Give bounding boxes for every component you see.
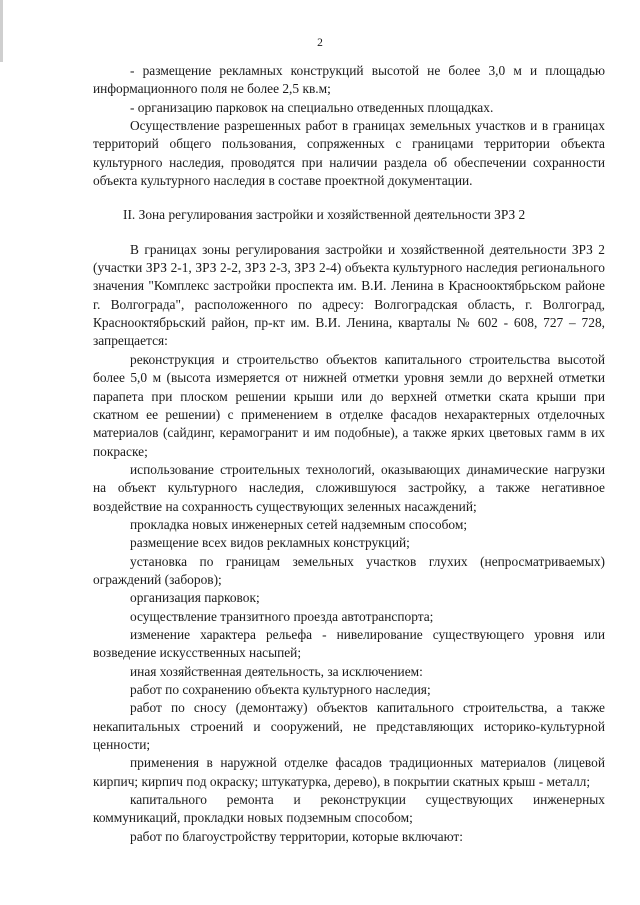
list-item-advertising: размещение всех видов рекламных конструкций; <box>130 535 410 551</box>
list-item-technologies: использование строительных технологий, оказывающих динамические нагрузки на объект культурного наследия, сложившуюся застройку, а также негативное воздействие на сохранность существующих зеленных насаждений; <box>93 461 605 514</box>
list-item-demolition: работ по сносу (демонтажу) объектов капитального строительства, а также некапитальных строений и сооружений, не представляющих историко-культурной ценности; <box>93 700 605 753</box>
paragraph-zone-intro: В границах зоны регулирования застройки и хозяйственной деятельности ЗРЗ 2 (участки ЗРЗ 2-1, ЗРЗ 2-2, ЗРЗ 2-3, ЗРЗ 2-4) объекта культурного наследия регионального значения "Комплекс застройки проспекта им. В.И. Ленина в Краснооктябрьском районе г. Волгограда", расположенного по адресу: Волгоградская область, г. Волгоград, Краснооктябрьский район, пр-кт им. В.И. Ленина, кварталы № 602 - 608, 727 – 728, запрещается: <box>93 241 605 349</box>
paragraph-parking-areas: - организацию парковок на специально отведенных площадках. <box>130 99 494 115</box>
list-item-facade-materials: применения в наружной отделке фасадов традиционных материалов (лицевой кирпич; кирпич под окраску; штукатурка, дерево), в покрытии скатных крыш - металл; <box>93 755 605 789</box>
list-item-construction: реконструкция и строительство объектов капитального строительства высотой более 5,0 м (высота измеряется от нижней отметки уровня земли до верхней отметки парапета при плоском решении крыши или до верхней отметки ската крыши при скатном ее решении) с применением в отделке фасадов нехарактерных отделочных материалов (сайдинг, керамогранит и им подобные), а также ярких цветовых гамм в их покраске; <box>93 351 605 459</box>
list-item-overhead-networks: прокладка новых инженерных сетей надземным способом; <box>130 516 468 532</box>
list-item-fences: установка по границам земельных участков глухих (непросматриваемых) ограждений (заборов); <box>93 553 605 587</box>
paragraph-ad-structures: - размещение рекламных конструкций высотой не более 3,0 м и площадью информационного поля не более 2,5 кв.м; <box>93 63 605 97</box>
list-item-other-activity: иная хозяйственная деятельность, за исключением: <box>130 663 423 679</box>
section-heading-zrz2: II. Зона регулирования застройки и хозяйственной деятельности ЗРЗ 2 <box>123 207 526 223</box>
scan-edge-mark <box>0 0 3 62</box>
list-item-preservation: работ по сохранению объекта культурного наследия; <box>130 682 431 697</box>
paragraph-permitted-works: Осуществление разрешенных работ в границах земельных участков и в границах территорий общего пользования, сопряженных с границами территории объекта культурного наследия, проводятся при наличии раздела об обеспечении сохранности объекта культурного наследия в составе проектной документации. <box>93 118 605 189</box>
page-number: 2 <box>317 37 323 49</box>
list-item-transit: осуществление транзитного проезда автотранспорта; <box>130 608 434 624</box>
list-item-relief: изменение характера рельефа - нивелирование существующего уровня или возведение искусственных насыпей; <box>93 626 605 661</box>
list-item-utilities: капитального ремонта и реконструкции существующих инженерных коммуникаций, прокладки новых подземным способом; <box>93 792 605 826</box>
list-item-parking: организация парковок; <box>130 590 260 606</box>
document-body <box>93 62 605 846</box>
list-item-landscaping: работ по благоустройству территории, которые включают: <box>130 828 463 844</box>
